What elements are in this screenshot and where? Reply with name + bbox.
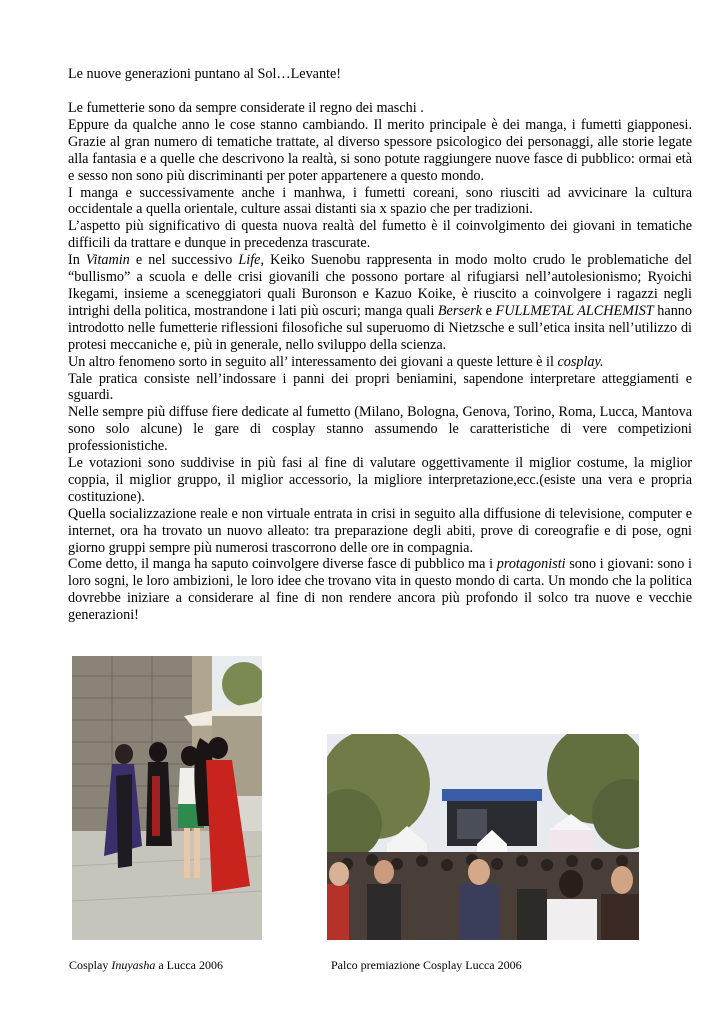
paragraph — [68, 252, 692, 353]
text-run: I manga e successivamente anche i manhwa, i fumetti coreani, sono riusciti ad avvicinare la cultura occidentale a quella orientale, culture assai distanti sia x spazio che per tradizioni. — [68, 184, 692, 218]
paragraph — [68, 556, 692, 624]
paragraph — [68, 100, 692, 117]
text-run: Un altro fenomeno sorto in seguito all’ interessamento dei giovani a queste letture è il — [68, 353, 558, 370]
paragraph — [68, 404, 692, 455]
text-run: a Lucca 2006 — [155, 958, 223, 972]
paragraph — [68, 354, 692, 371]
text-run: Eppure da qualche anno le cose stanno cambiando. Il merito principale è dei manga, i fumetti giapponesi. Grazie al gran numero di tematiche trattate, al diverso spessore psicologico dei personaggi, alle storie legate alla fantasia e a quelle che descrivono la realtà, si sono potute raggiungere nuove fasce di pubblico: ormai età e sesso non sono più discriminanti per poter appartenere a questo mondo. — [68, 116, 692, 184]
italic-text: FULLMETAL ALCHEMIST — [495, 302, 654, 319]
text-run: hanno introdotto nelle fumetterie riflessioni filosofiche sul superuomo di Nietzsche e sull’etica insita nell’utilizzo di protesi meccaniche e, più in generale, nello sviluppo della scienza. — [68, 302, 692, 353]
italic-text: Life — [238, 252, 261, 269]
paragraph — [68, 117, 692, 185]
article-body — [68, 100, 692, 624]
paragraph — [68, 371, 692, 405]
text-run: , Keiko Suenobu rappresenta in modo molto crudo le problematiche del “bullismo” a scuola e delle crisi giovanili che possono portare al rifugiarsi nell’autolesionismo; Ryoichi Ikegami, insieme a sceneggiatori quali Buronson e Kazuo Koike, è riuscito a coinvolgere i ragazzi negli intrighi della politica, mostrandone i lati più oscuri; manga quali — [68, 252, 692, 319]
paragraph — [68, 218, 692, 252]
italic-text: Berserk — [437, 302, 483, 319]
cosplay-inuyasha-photo — [72, 656, 262, 940]
text-run: Le votazioni sono suddivise in più fasi al fine di valutare oggettivamente il miglior costume, la miglior coppia, il miglior gruppo, il miglior accessorio, la migliore interpretazione,ecc.(esiste una vera e propria costituzione). — [68, 455, 692, 505]
italic-text: cosplay. — [557, 353, 604, 370]
article-title: Le nuove generazioni puntano al Sol…Levante! — [68, 66, 342, 82]
left-photo-caption — [69, 958, 223, 972]
paragraph — [68, 185, 692, 219]
cosplay-stage-photo — [327, 734, 639, 940]
text-run: e nel successivo — [129, 252, 239, 269]
text-run: Tale pratica consiste nell’indossare i panni dei propri beniamini, sapendone interpretare atteggiamenti e sguardi. — [68, 370, 692, 404]
text-run: sono i giovani: sono i loro sogni, le loro ambizioni, le loro idee che trovano vita in questo mondo di carta. Un mondo che la politica dovrebbe iniziare a considerare al fine di non rendere ancora più profondo il solco tra nuove e vecchie generazioni! — [68, 556, 692, 624]
text-run: e — [482, 302, 496, 319]
text-run: In — [68, 252, 86, 269]
text-run: L’aspetto più significativo di questa nuova realtà del fumetto è il coinvolgimento dei giovani in tematiche difficili da trattare e dunque in precedenza trascurate. — [68, 218, 692, 252]
text-run: Nelle sempre più diffuse fiere dedicate al fumetto (Milano, Bologna, Genova, Torino, Roma, Lucca, Mantova sono solo alcune) le gare di cosplay stanno assumendo le caratteristiche di vere competizioni professionistiche. — [68, 404, 692, 455]
text-run: Palco premiazione Cosplay Lucca 2006 — [331, 958, 522, 972]
document-page — [68, 66, 692, 624]
paragraph — [68, 506, 692, 557]
italic-text: Inuyasha — [111, 958, 156, 972]
text-run: Le fumetterie sono da sempre considerate il regno dei maschi . — [68, 100, 424, 116]
italic-text: Vitamin — [85, 252, 130, 269]
text-run: Come detto, il manga ha saputo coinvolgere diverse fasce di pubblico ma i — [68, 556, 497, 573]
text-run: Quella socializzazione reale e non virtuale entrata in crisi in seguito alla diffusione di televisione, computer e internet, ora ha trovato un nuovo alleato: tra preparazione degli abiti, prove di coreografie e di pose, ogni giorno gruppi sempre più numerosi trascorrono delle ore in compagnia. — [68, 505, 692, 556]
italic-text: protagonisti — [496, 556, 566, 573]
paragraph — [68, 455, 692, 506]
text-run: Cosplay — [69, 958, 112, 972]
right-photo-caption — [331, 958, 522, 972]
